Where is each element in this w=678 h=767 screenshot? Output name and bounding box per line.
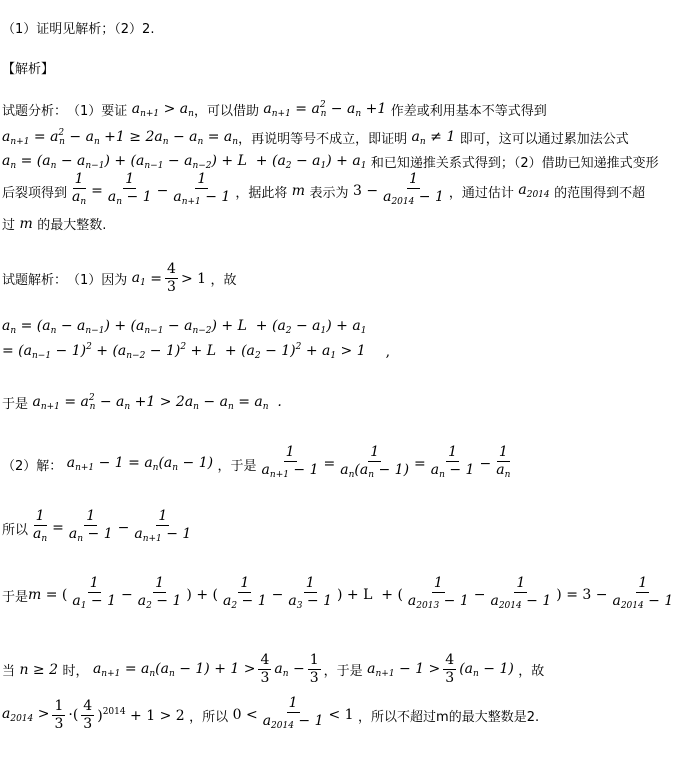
analysis-line-1 [2, 100, 547, 119]
analysis-text: 表示为 [309, 185, 349, 201]
analysis-label: 试题分析： [2, 104, 68, 119]
solution-text: ，故 [518, 664, 545, 679]
fraction: $\frac{1}{3}$ [54, 697, 64, 732]
fraction: $\frac{1}{a_n}$ [496, 444, 511, 480]
solution-text: （1）因为 [67, 273, 128, 288]
analysis-text: ，据此将 [235, 185, 288, 201]
solution-text: 当 [2, 664, 16, 679]
fraction: $\frac{1}{a_3 - 1}$ [288, 575, 332, 611]
solution-text: ，于是 [217, 458, 257, 474]
answer-line: （1）证明见解析；（2）2. [2, 22, 155, 37]
fraction: $\frac{1}{a_n}$ [33, 508, 48, 544]
fraction: $\frac{1}{a_{2014} - 1}$ [612, 575, 674, 611]
solution-text: ，于是 [323, 664, 363, 679]
solution-line-7: 当 n ≥ 2 时， $a_{n+1} = a_n(a_n - 1) + 1$ > $\frac{4}{3}$ $a_n$ − $\frac{1}{3}$ ，于是 $a_{n+1} - 1$ > $\frac{4}{3}$ $(a_n - 1)$ ，故 [2, 652, 545, 686]
solution-line-1: 试题解析： （1）因为 $a_1$ = $\frac{4}{3}$ > 1 ，故 [2, 261, 237, 295]
solution-text: 时， [62, 664, 89, 679]
analysis-text: 的最大整数. [37, 218, 107, 233]
analysis-text: 和已知递推关系式得到；（2）借助已知递推式变形 [370, 156, 659, 171]
solution-text: 于是 [2, 589, 29, 605]
fraction: $\frac{1}{a_2 - 1}$ [137, 575, 182, 611]
fraction: $\frac{1}{a_2 - 1}$ [222, 575, 267, 611]
analysis-line-5: 过 m 的最大整数. [2, 215, 107, 233]
fraction: $\frac{1}{a_1 - 1}$ [72, 575, 117, 611]
formula: $a_n \ne 1$ [407, 128, 460, 147]
analysis-text: 的范围得到不超 [554, 185, 646, 201]
analysis-text: ，再说明等号不成立，即证明 [238, 132, 408, 147]
formula: $a_{n+1} > a_n$ [127, 100, 194, 119]
fraction: $\frac{1}{a_{2014} - 1}$ [490, 575, 552, 611]
fraction: $\frac{1}{a_{2013} - 1}$ [407, 575, 469, 611]
fraction: $\frac{1}{a_n - 1}$ [107, 171, 152, 207]
fraction: $\frac{4}{3}$ [167, 261, 176, 295]
equation-an-squares: = $(a_{n-1} - 1)^2 + (a_{n-2} - 1)^2 + L + (a_2 - 1)^2 + a_1 > 1$ , [2, 342, 391, 361]
fraction: $\frac{1}{a_{n+1} - 1}$ [134, 508, 192, 544]
formula: $a_n = (a_n - a_{n-1}) + (a_{n-1} - a_{n-2}) + L + (a_2 - a_1) + a_1$ [2, 152, 367, 171]
solution-text: ，故 [210, 273, 237, 288]
solution-text: （2）解： [2, 458, 63, 474]
fraction: $\frac{1}{a_{2014} - 1}$ [383, 171, 444, 207]
solution-line-6: 于是 m = ( $\frac{1}{a_1 - 1}$ − $\frac{1}{a_2 - 1}$ ) + ( $\frac{1}{a_2 - 1}$ − $\frac{1}{a_3 - 1}$ ) + L + ( $\frac{1}{a_{2013} - 1}$ − $\frac{1}{a_{2014} - 1}$ ) = 3 − $\frac{1}{a_{2014} - 1}$ [2, 576, 678, 614]
equation-an-sum: $a_n = (a_n - a_{n-1}) + (a_{n-1} - a_{n-2}) + L + (a_2 - a_1) + a_1$ [2, 318, 367, 336]
analysis-text: 后裂项得到 [2, 185, 68, 201]
analysis-text: 过 [2, 218, 16, 233]
fraction: $\frac{1}{a_n - 1}$ [68, 508, 113, 544]
fraction: $\frac{4}{3}$ [83, 697, 93, 732]
analysis-text: 即可，这可以通过累加法公式 [459, 132, 629, 147]
fraction: $\frac{1}{3}$ [309, 652, 319, 686]
solution-text: ，所以 [189, 709, 229, 725]
fraction: $\frac{1}{a_{n+1} - 1}$ [261, 444, 319, 480]
solution-line-5: 所以 $\frac{1}{a_n}$ = $\frac{1}{a_n - 1}$ − $\frac{1}{a_{n+1} - 1}$ [2, 509, 196, 547]
fraction: $\frac{1}{a_n - 1}$ [430, 444, 475, 480]
analysis-text: 作差或利用基本不等式得到 [390, 104, 547, 119]
analysis-line-3 [2, 152, 659, 171]
solution-label: 试题解析： [2, 273, 68, 288]
analysis-text: ，可以借助 [193, 104, 259, 119]
solution-line-3: 于是 $a_{n+1} = a^2_n - a_n +1 > 2a_n - a_n = a_n$ . [2, 393, 282, 412]
solution-line-4: （2）解： $a_{n+1} - 1 = a_n(a_n - 1)$ ，于是 $\frac{1}{a_{n+1} - 1}$ = $\frac{1}{a_n(a_n - 1)}$ = $\frac{1}{a_n - 1}$ − $\frac{1}{a_n}$ [2, 445, 515, 483]
fraction: $\frac{4}{3}$ [260, 652, 270, 686]
solution-text: 于是 [2, 397, 29, 412]
formula: $a_{n+1} = a^2_n - a_n +1$ [258, 100, 391, 119]
fraction: $\frac{1}{a_{n+1} - 1}$ [173, 171, 231, 207]
fraction: $\frac{1}{a_n(a_n - 1)}$ [340, 444, 410, 480]
fraction: $\frac{4}{3}$ [445, 652, 455, 686]
fraction: $\frac{1}{a_{2014} - 1}$ [262, 695, 324, 731]
solution-text: 所以 [2, 522, 29, 538]
analysis-line-4: 后裂项得到 $\frac{1}{a_n}$ = $\frac{1}{a_n - 1}$ − $\frac{1}{a_{n+1} - 1}$ ，据此将 m 表示为 3 − $\frac{1}{a_{2014} - 1}$ ，通过估计 $a_{2014}$ 的范围得到不超 [2, 172, 645, 210]
section-header: 【解析】 [2, 62, 55, 77]
solution-line-8: $a_{2014}$ > $\frac{1}{3}$ ·( $\frac{4}{3}$ )$^{2014}$ + 1 > 2 ，所以 0 < $\frac{1}{a_{2014} - 1}$ < 1 ，所以不超过m的最大整数是2. [2, 696, 539, 734]
analysis-text: （1）要证 [67, 104, 128, 119]
analysis-text: ，通过估计 [448, 185, 514, 201]
formula: $a_{n+1} = a^2_n - a_n +1 \ge 2a_n - a_n = a_n$ [2, 128, 239, 147]
analysis-line-2 [2, 128, 629, 147]
solution-text: ，所以不超过m的最大整数是2. [358, 709, 540, 725]
fraction: $\frac{1}{a_n}$ [72, 171, 87, 207]
